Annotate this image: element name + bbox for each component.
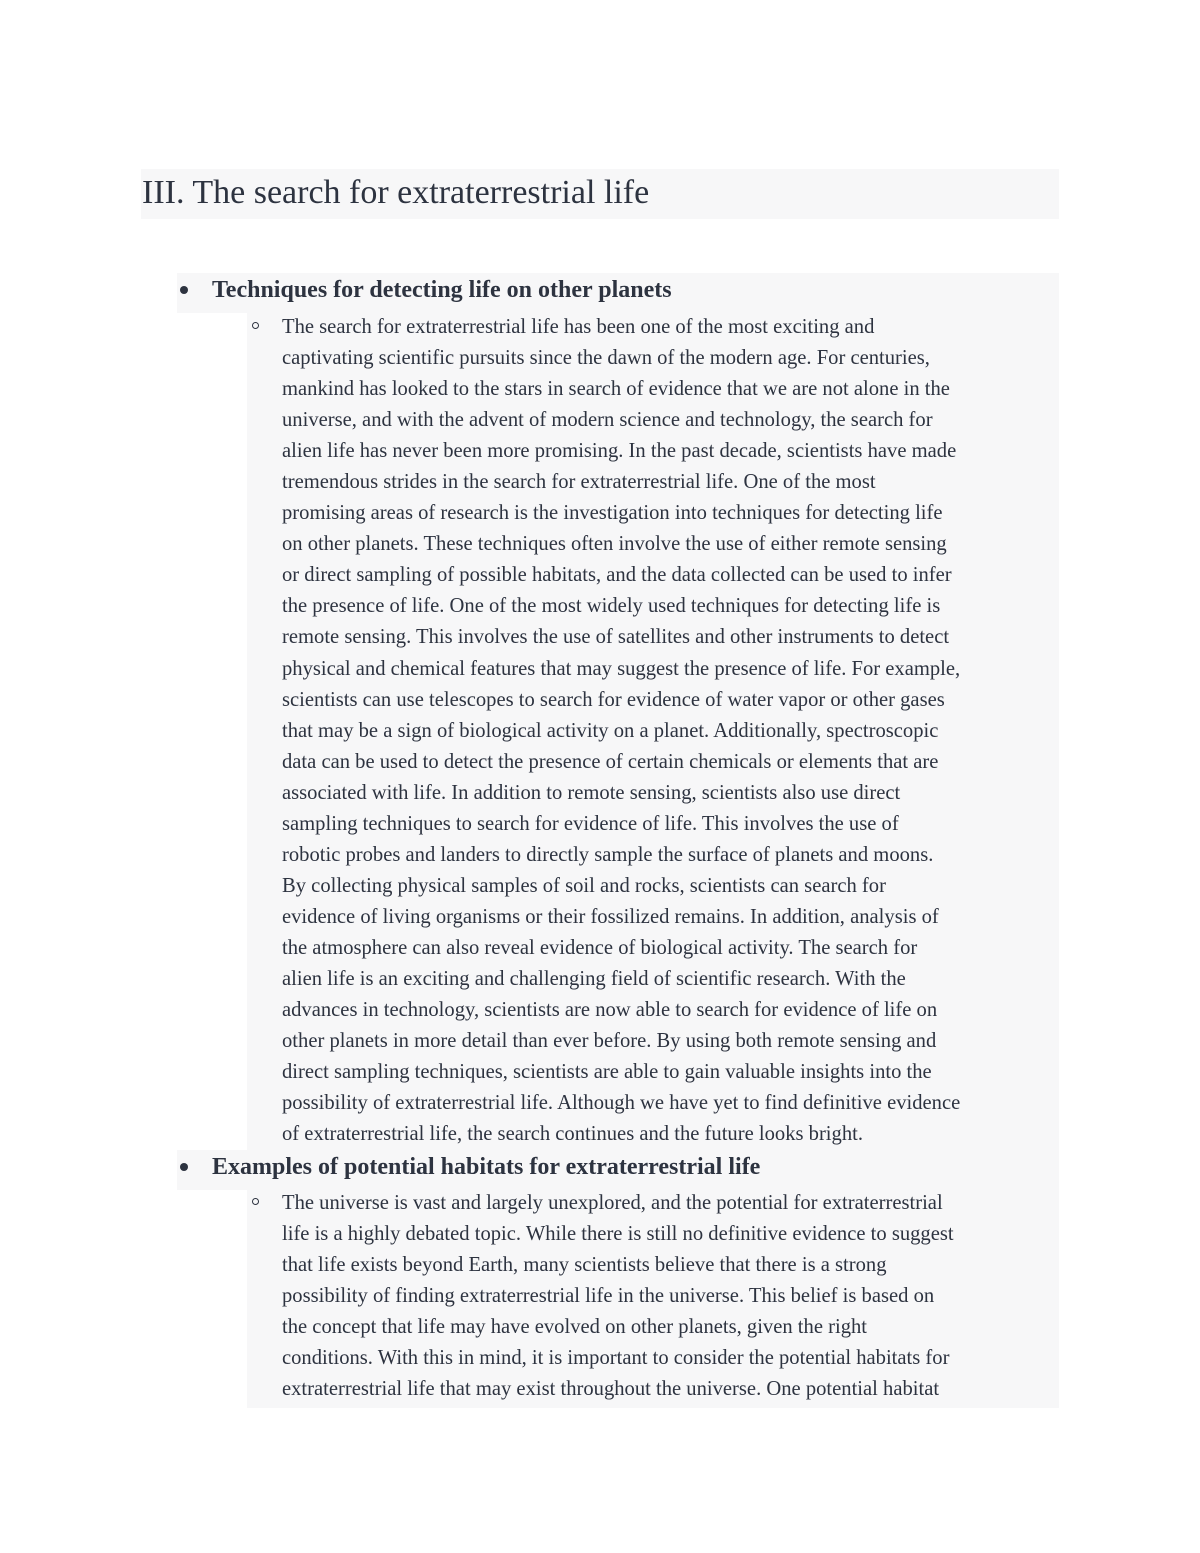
paragraph-line: or direct sampling of possible habitats, and the data collected can be used to infer (282, 564, 952, 587)
paragraph-line: advances in technology, scientists are now able to search for evidence of life on (282, 999, 938, 1022)
paragraph-line: physical and chemical features that may suggest the presence of life. For example, (282, 657, 961, 680)
paragraph-text (247, 312, 1059, 1150)
paragraph-line: possibility of extraterrestrial life. Although we have yet to find definitive evidence (282, 1092, 961, 1115)
bullet-heading-habitats (177, 1150, 1059, 1190)
paragraph-line: By collecting physical samples of soil and rocks, scientists can search for (282, 874, 886, 897)
paragraph-line: life is a highly debated topic. While there is still no definitive evidence to suggest (282, 1223, 954, 1246)
bullet-icon (180, 1163, 188, 1171)
paragraph-line: that may be a sign of biological activity on a planet. Additionally, spectroscopic (282, 719, 939, 742)
paragraph-line: conditions. With this in mind, it is important to consider the potential habitats for (282, 1347, 950, 1370)
bullet-heading-techniques (177, 273, 1059, 313)
paragraph-line: The search for extraterrestrial life has been one of the most exciting and (282, 316, 875, 338)
paragraph-line: universe, and with the advent of modern science and technology, the search for (282, 409, 933, 432)
paragraph-line: other planets in more detail than ever before. By using both remote sensing and (282, 1030, 937, 1053)
heading-text: Examples of potential habitats for extraterrestrial life (212, 1154, 761, 1180)
paragraph-line: the presence of life. One of the most widely used techniques for detecting life is (282, 595, 941, 618)
paragraph-line: the concept that life may have evolved on other planets, given the right (282, 1316, 868, 1339)
paragraph-line: robotic probes and landers to directly sample the surface of planets and moons. (282, 843, 934, 866)
paragraph-line: tremendous strides in the search for extraterrestrial life. One of the most (282, 471, 876, 494)
paragraph-line: mankind has looked to the stars in search of evidence that we are not alone in the (282, 378, 950, 401)
paragraph-line: extraterrestrial life that may exist throughout the universe. One potential habitat (282, 1378, 940, 1401)
circle-bullet-icon (252, 1198, 259, 1205)
circle-bullet-icon (252, 322, 259, 329)
heading-text: Techniques for detecting life on other planets (212, 277, 672, 303)
paragraph-line: sampling techniques to search for evidence of life. This involves the use of (282, 812, 899, 835)
sub-bullet-paragraph-techniques (247, 312, 1059, 1150)
paragraph-line: scientists can use telescopes to search for evidence of water vapor or other gases (282, 688, 945, 711)
sub-bullet-paragraph-habitats (247, 1188, 1059, 1408)
paragraph-line: alien life has never been more promising. In the past decade, scientists have made (282, 440, 957, 463)
paragraph-line: of extraterrestrial life, the search continues and the future looks bright. (282, 1123, 863, 1146)
paragraph-line: that life exists beyond Earth, many scientists believe that there is a strong (282, 1254, 887, 1277)
bullet-icon (180, 286, 188, 294)
paragraph-text (247, 1188, 1059, 1405)
paragraph-line: The universe is vast and largely unexplored, and the potential for extraterrestrial (282, 1192, 943, 1214)
paragraph-line: alien life is an exciting and challenging field of scientific research. With the (282, 967, 906, 990)
paragraph-line: evidence of living organisms or their fossilized remains. In addition, analysis of (282, 905, 939, 928)
section-title: III. The search for extraterrestrial life (141, 169, 1059, 219)
paragraph-line: on other planets. These techniques often involve the use of either remote sensing (282, 533, 947, 556)
paragraph-line: possibility of finding extraterrestrial life in the universe. This belief is based on (282, 1285, 935, 1308)
paragraph-line: data can be used to detect the presence of certain chemicals or elements that are (282, 750, 939, 773)
paragraph-line: the atmosphere can also reveal evidence of biological activity. The search for (282, 936, 918, 959)
paragraph-line: direct sampling techniques, scientists are able to gain valuable insights into the (282, 1061, 932, 1084)
paragraph-line: promising areas of research is the investigation into techniques for detecting life (282, 502, 943, 525)
paragraph-line: remote sensing. This involves the use of satellites and other instruments to detect (282, 626, 950, 649)
paragraph-line: captivating scientific pursuits since the dawn of the modern age. For centuries, (282, 347, 930, 370)
paragraph-line: associated with life. In addition to remote sensing, scientists also use direct (282, 781, 901, 804)
